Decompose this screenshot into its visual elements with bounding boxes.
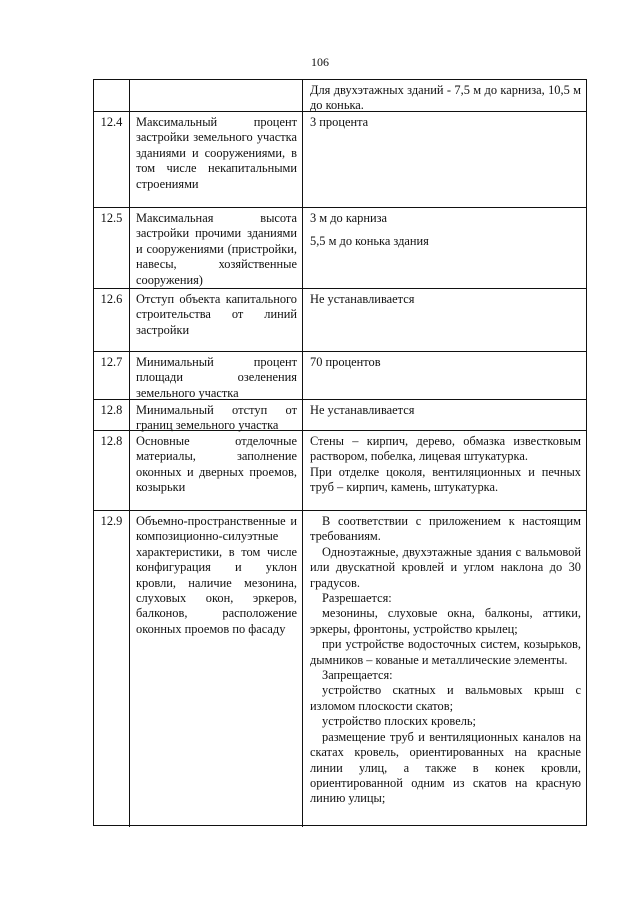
parameter-value: 70 процентов [310, 355, 381, 369]
table-row [94, 351, 586, 399]
parameter-name: Минимальный процент площади озеленения земельного участка [136, 355, 297, 400]
table-row [94, 430, 586, 510]
parameter-value: 3 процента [310, 115, 369, 129]
parameter-value: 3 м до карниза 5,5 м до конька здания [310, 211, 429, 249]
table-row [94, 207, 586, 288]
parameter-value: В соответствии с приложением к настоящим требованиям. Одноэтажные, двухэтажные здания с вальмовой или двускатной кровлей и углом наклона до 30 градусов. Разрешается: мезонины, слуховые окна, балконы, аттики, эркеры, фронтоны, устройство крылец; при устройстве водосточных систем, козырьков, дымников – кованые и металлические элементы. Запрещается: устройство скатных и вальмовых крыш с изломом плоскости скатов; устройство плоских кровель; размещение труб и вентиляционных каналов на скатах кровель, ориентированных на красные линии улиц, а также в конек кровли, ориентированной одним из скатов на красную линию улицы; [310, 514, 581, 806]
regulations-table [93, 79, 587, 826]
parameter-value: Для двухэтажных зданий - 7,5 м до карниза, 10,5 м до конька. [310, 83, 581, 113]
parameter-name: Максимальный процент застройки земельного участка зданиями и сооружениями, в том числе некапитальными строениями [136, 115, 297, 191]
table-row [94, 510, 586, 827]
parameter-name: Минимальный отступ от границ земельного участка [136, 403, 297, 433]
table-row [94, 399, 586, 433]
parameter-name: Отступ объекта капитального строительства от линий застройки [136, 292, 297, 337]
table-row [94, 111, 586, 207]
table-row [94, 288, 586, 351]
parameter-name: Основные отделочные материалы, заполнение оконных и дверных проемов, козырьки [136, 434, 297, 495]
row-number: 12.5 [100, 211, 123, 225]
row-number: 12.7 [100, 355, 123, 369]
row-number: 12.8 [100, 434, 123, 448]
row-number: 12.4 [100, 115, 123, 129]
parameter-value: Не устанавливается [310, 403, 415, 417]
table-row [94, 80, 586, 111]
row-number [94, 80, 129, 83]
parameter-value: Не устанавливается [310, 292, 415, 306]
row-number: 12.6 [100, 292, 123, 306]
parameter-name: Объемно-пространственные и композиционно-силуэтные характеристики, в том числе конфигурация и уклон кровли, наличие мезонина, слуховых окон, эркеров, балконов, расположение оконных проемов по фасаду [136, 514, 297, 636]
parameter-name: Максимальная высота застройки прочими зданиями и сооружениями (пристройки, навесы, хозяйственные сооружения) [136, 211, 297, 287]
page-number: 106 [311, 55, 329, 69]
row-number: 12.9 [100, 514, 123, 528]
parameter-name [131, 80, 301, 83]
row-number: 12.8 [100, 403, 123, 417]
parameter-value: Стены – кирпич, дерево, обмазка известковым раствором, побелка, лицевая штукатурка. При отделке цоколя, вентиляционных и печных труб – кирпич, камень, штукатурка. [310, 434, 581, 495]
